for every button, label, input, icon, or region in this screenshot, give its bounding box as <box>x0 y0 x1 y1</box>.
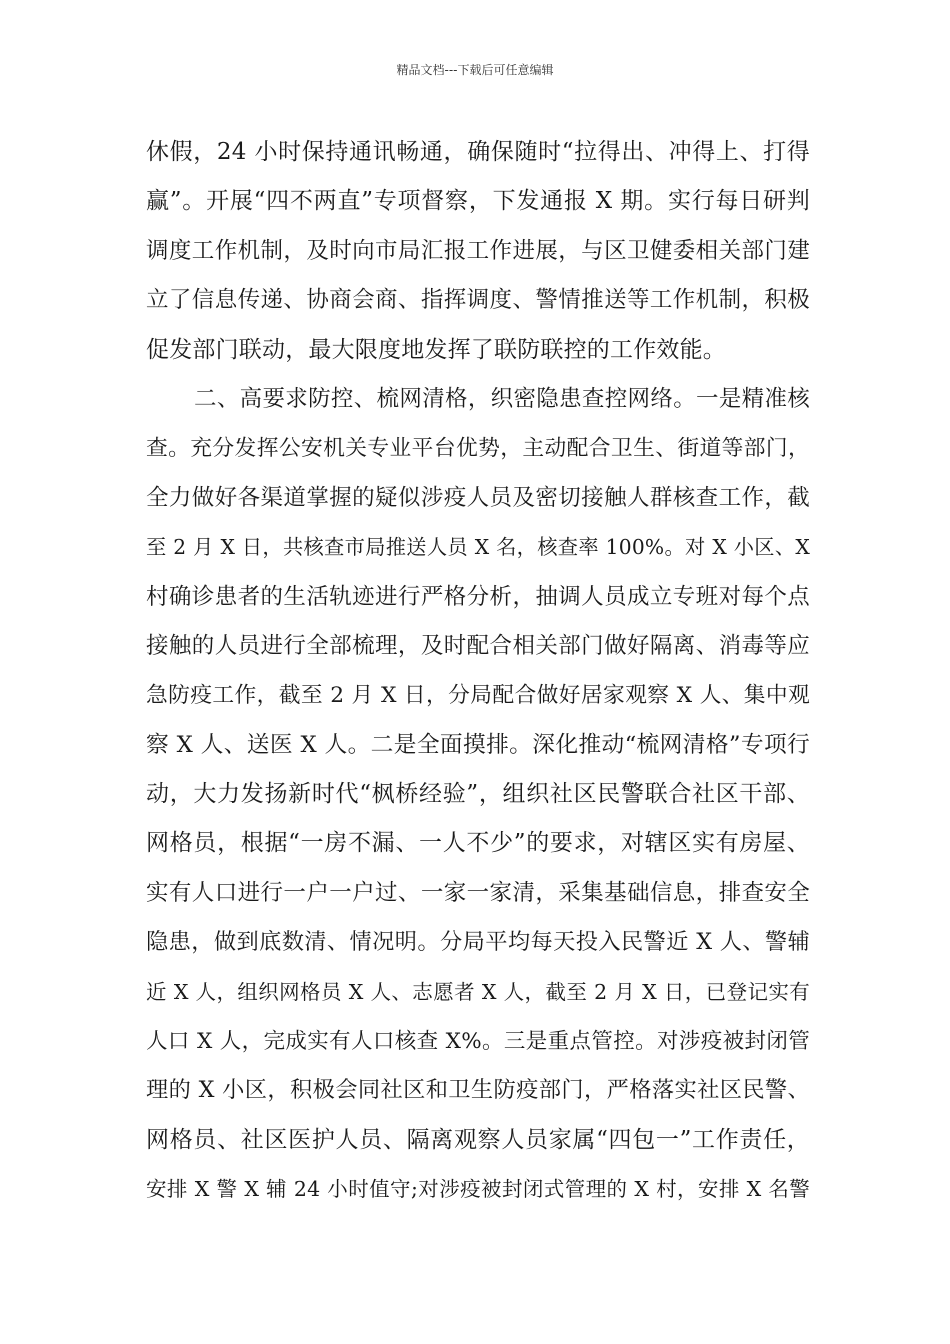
text-line: 察 X 人、送医 X 人。二是全面摸排。深化推动“梳网清格”专项行 <box>146 731 810 758</box>
text-line: 网格员，根据“一房不漏、一人不少”的要求，对辖区实有房屋、 <box>146 830 810 857</box>
body-text <box>146 128 810 1215</box>
text-line: 休假，24 小时保持通讯畅通，确保随时“拉得出、冲得上、打得 <box>146 139 810 165</box>
text-line: 村确诊患者的生活轨迹进行严格分析，抽调人员成立专班对每个点 <box>146 583 810 610</box>
text-line: 人口 X 人，完成实有人口核查 X%。三是重点管控。对涉疫被封闭管 <box>146 1029 810 1055</box>
text-line: 网格员、社区医护人员、隔离观察人员家属“四包一”工作责任， <box>146 1126 810 1153</box>
text-line: 立了信息传递、协商会商、指挥调度、警情推送等工作机制，积极 <box>146 287 810 314</box>
text-line: 近 X 人，组织网格员 X 人、志愿者 X 人，截至 2 月 X 日，已登记实有 <box>146 979 810 1004</box>
text-line: 赢”。开展“四不两直”专项督察，下发通报 X 期。实行每日研判 <box>146 188 810 215</box>
text-line: 安排 X 警 X 辅 24 小时值守;对涉疫被封闭式管理的 X 村，安排 X 名警 <box>146 1177 810 1202</box>
text-line: 查。充分发挥公安机关专业平台优势，主动配合卫生、街道等部门， <box>146 436 810 462</box>
text-line: 急防疫工作，截至 2 月 X 日，分局配合做好居家观察 X 人、集中观 <box>146 683 810 709</box>
text-line: 调度工作机制，及时向市局汇报工作进展，与区卫健委相关部门建 <box>146 237 810 264</box>
text-line: 全力做好各渠道掌握的疑似涉疫人员及密切接触人群核查工作，截 <box>146 484 810 511</box>
text-line: 接触的人员进行全部梳理，及时配合相关部门做好隔离、消毒等应 <box>146 632 810 659</box>
text-line: 隐患，做到底数清、情况明。分局平均每天投入民警近 X 人、警辅 <box>146 929 810 956</box>
text-line: 促发部门联动，最大限度地发挥了联防联控的工作效能。 <box>146 336 726 363</box>
text-line: 至 2 月 X 日，共核查市局推送人员 X 名，核查率 100%。对 X 小区、X <box>146 535 810 560</box>
page-header: 精品文档---下载后可任意编辑 <box>396 63 554 77</box>
text-line: 理的 X 小区，积极会同社区和卫生防疫部门，严格落实社区民警、 <box>146 1077 810 1104</box>
text-line: 动，大力发扬新时代“枫桥经验”，组织社区民警联合社区干部、 <box>146 781 810 808</box>
text-line: 二、高要求防控、梳网清格，织密隐患查控网络。一是精准核 <box>194 385 810 412</box>
text-line: 实有人口进行一户一户过、一家一家清，采集基础信息，排查安全 <box>146 879 810 906</box>
